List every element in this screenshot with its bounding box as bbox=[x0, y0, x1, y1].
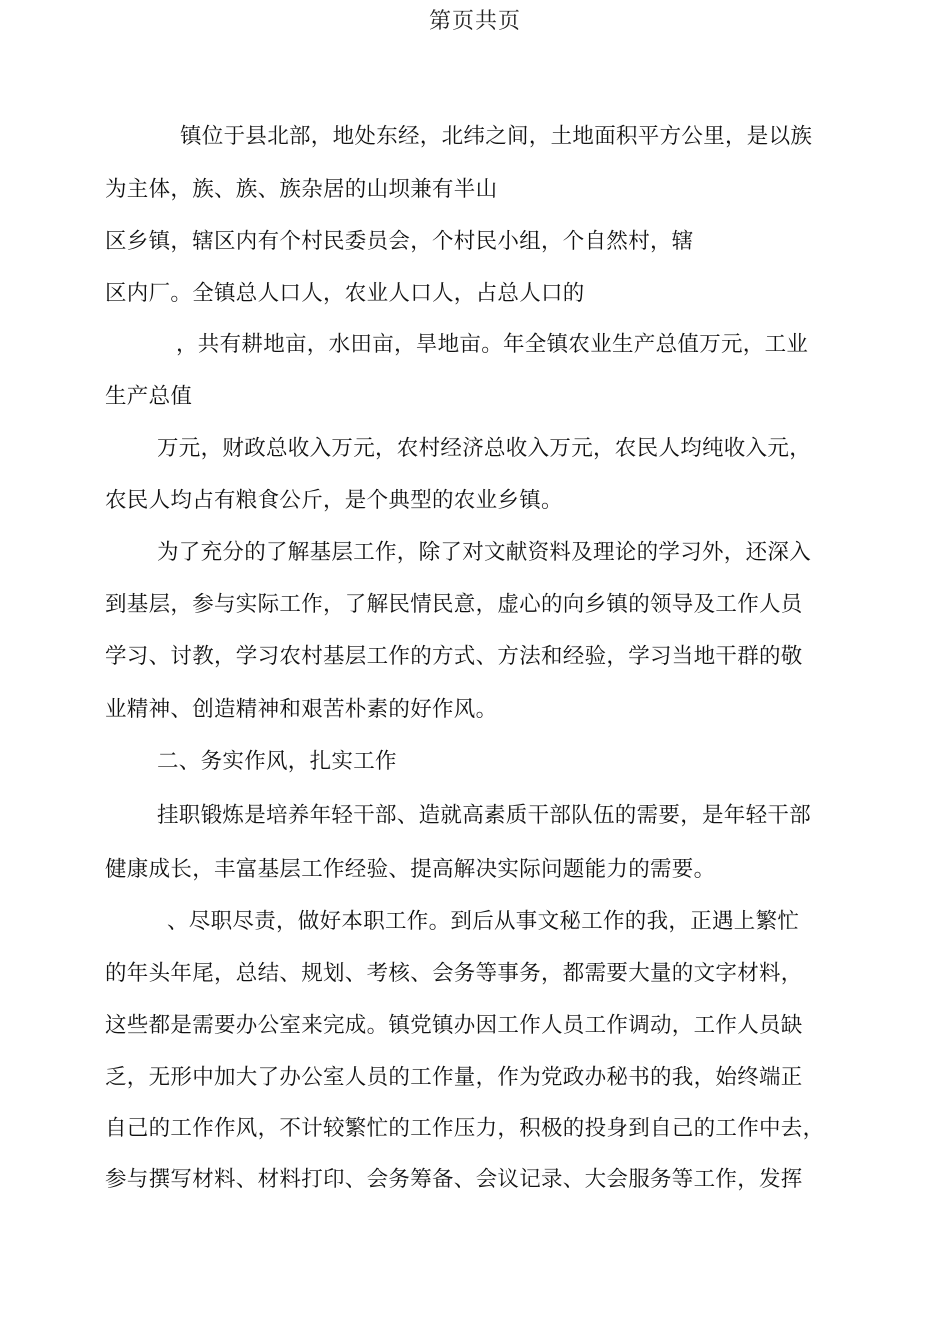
text-line: 农民人均占有粮食公斤，是个典型的农业乡镇。 bbox=[105, 488, 563, 513]
text-line: ，共有耕地亩，水田亩，旱地亩。年全镇农业生产总值万元，工业 bbox=[176, 332, 809, 357]
text-line: 业精神、创造精神和艰苦朴素的好作风。 bbox=[105, 697, 498, 722]
text-line: 学习、讨教，学习农村基层工作的方式、方法和经验，学习当地干群的敬 bbox=[105, 644, 803, 669]
text-line: 挂职锻炼是培养年轻干部、造就高素质干部队伍的需要，是年轻干部 bbox=[157, 803, 812, 828]
text-line: 区乡镇，辖区内有个村民委员会，个村民小组，个自然村，辖 bbox=[105, 229, 694, 254]
page-header: 第页共页 bbox=[428, 9, 521, 34]
text-line: 镇位于县北部，地处东经，北纬之间，土地面积平方公里，是以族 bbox=[180, 124, 813, 149]
text-line: 万元，财政总收入万元，农村经济总收入万元，农民人均纯收入元， bbox=[157, 436, 812, 461]
text-line: 健康成长，丰富基层工作经验、提高解决实际问题能力的需要。 bbox=[105, 857, 716, 882]
text-line: 参与撰写材料、材料打印、会务筹备、会议记录、大会服务等工作，发挥 bbox=[105, 1167, 803, 1192]
section-heading: 二、务实作风，扎实工作 bbox=[157, 749, 397, 774]
text-line: 的年头年尾，总结、规划、考核、会务等事务，都需要大量的文字材料， bbox=[105, 961, 803, 986]
text-line: 到基层，参与实际工作，了解民情民意，虚心的向乡镇的领导及工作人员 bbox=[105, 592, 803, 617]
text-line: 乏，无形中加大了办公室人员的工作量，作为党政办秘书的我，始终端正 bbox=[105, 1065, 803, 1090]
text-line: 自己的工作作风，不计较繁忙的工作压力，积极的投身到自己的工作中去， bbox=[105, 1116, 825, 1141]
text-line: 为了充分的了解基层工作，除了对文献资料及理论的学习外，还深入 bbox=[157, 540, 812, 565]
text-line: 区内厂。全镇总人口人，农业人口人，占总人口的 bbox=[105, 281, 585, 306]
text-line: 生产总值 bbox=[105, 384, 193, 409]
text-line: 这些都是需要办公室来完成。镇党镇办因工作人员工作调动，工作人员缺 bbox=[105, 1013, 803, 1038]
text-line: 为主体，族、族、族杂居的山坝兼有半山 bbox=[105, 177, 498, 202]
text-line: 、尽职尽责，做好本职工作。到后从事文秘工作的我，正遇上繁忙 bbox=[167, 909, 800, 934]
